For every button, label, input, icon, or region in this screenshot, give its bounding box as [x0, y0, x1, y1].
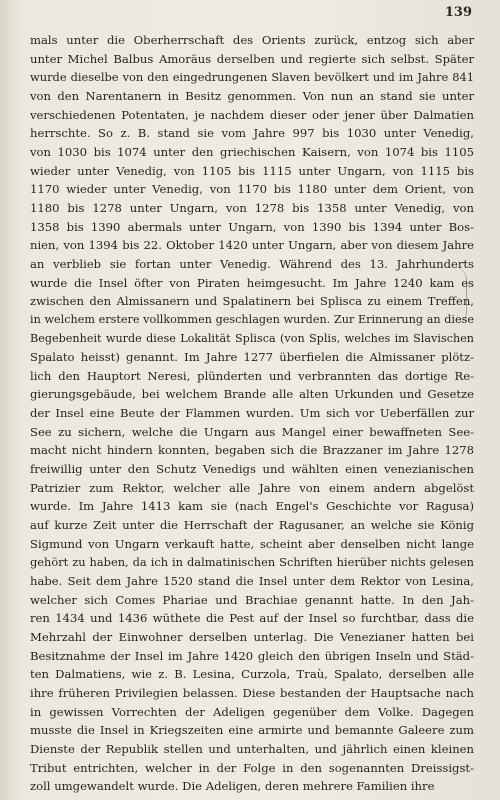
- text-line: Patrizier zum Rektor, welcher alle Jahre von einem andern abgelöst: [30, 480, 474, 495]
- text-line: lich den Hauptort Neresi, plünderten und verbrannten das dortige Re-: [30, 368, 474, 383]
- text-line: ihre früheren Privilegien belassen. Diese bestanden der Hauptsache nach: [30, 685, 474, 700]
- text-line: 1170 wieder unter Venedig, von 1170 bis 1180 unter dem Orient, von: [30, 182, 474, 197]
- text-line: zwischen den Almissanern und Spalatinern bei Splisca zu einem Treffen,: [30, 294, 474, 309]
- text-line: gierungsgebäude, bei welchem Brande alle alten Urkunden und Gesetze: [30, 387, 474, 402]
- text-line: unter Michel Balbus Amoräus derselben und regierte sich selbst. Später: [30, 51, 474, 66]
- text-line: von 1030 bis 1074 unter den griechischen Kaisern, von 1074 bis 1105: [30, 144, 474, 159]
- text-line: verschiedenen Potentaten, je nachdem dieser oder jener über Dalmatien: [30, 107, 474, 122]
- text-line: zoll umgewandelt wurde. Die Adeligen, deren mehrere Familien ihre: [30, 779, 435, 794]
- text-line: wurde. Im Jahre 1413 kam sie (nach Engel's Geschichte vor Ragusa): [30, 499, 474, 514]
- text-line: wurde die Insel öfter von Piraten heimgesucht. Im Jahre 1240 kam es: [30, 275, 474, 290]
- text-line: 1180 bis 1278 unter Ungarn, von 1278 bis 1358 unter Venedig, von: [30, 200, 474, 215]
- text-line: macht nicht hindern konnten, begaben sich die Brazzaner im Jahre 1278: [30, 443, 474, 458]
- text-line: Begebenheit wurde diese Lokalität Splisca (von Splis, welches im Slavischen: [30, 331, 474, 345]
- text-line: auf kurze Zeit unter die Herrschaft der Ragusaner, an welche sie König: [30, 518, 474, 533]
- text-line: welcher sich Comes Phariae und Brachiae genannt hatte. In den Jah-: [30, 592, 474, 607]
- text-line: herrschte. So z. B. stand sie vom Jahre 997 bis 1030 unter Venedig,: [30, 126, 474, 141]
- text-line: freiwillig unter den Schutz Venedigs und wählten einen venezianischen: [30, 462, 474, 477]
- text-line: an verblieb sie fortan unter Venedig. Während des 13. Jahrhunderts: [30, 256, 474, 271]
- text-line: Sigmund von Ungarn verkauft hatte, scheint aber denselben nicht lange: [30, 536, 474, 551]
- text-line: ren 1434 und 1436 wüthete die Pest auf der Insel so furchtbar, dass die: [30, 611, 474, 626]
- text-line: musste die Insel in Kriegszeiten eine armirte und bemannte Galeere zum: [30, 723, 474, 738]
- text-line: in gewissen Vorrechten der Adeligen gegenüber dem Volke. Dagegen: [30, 704, 474, 719]
- text-line: Spalato heisst) genannt. Im Jahre 1277 überfielen die Almissaner plötz-: [30, 350, 474, 365]
- text-line: Besitznahme der Insel im Jahre 1420 gleich den übrigen Inseln und Städ-: [30, 648, 474, 663]
- text-line: See zu sichern, welche die Ungarn aus Mangel einer bewaffneten See-: [30, 424, 474, 439]
- text-line: der Insel eine Beute der Flammen wurden. Um sich vor Ueberfällen zur: [30, 406, 474, 421]
- body-text: [30, 31, 474, 796]
- text-line: mals unter die Oberherrschaft des Orients zurück, entzog sich aber: [30, 33, 474, 47]
- text-line: Mehrzahl der Einwohner derselben unterlag. Die Venezianer hatten bei: [30, 630, 474, 644]
- text-line: wieder unter Venedig, von 1105 bis 1115 unter Ungarn, von 1115 bis: [30, 163, 474, 178]
- text-line: in welchem erstere vollkommen geschlagen wurden. Zur Erinnerung an diese: [30, 312, 474, 326]
- text-line: nien, von 1394 bis 22. Oktober 1420 unter Ungarn, aber von diesem Jahre: [30, 238, 474, 253]
- text-line: 1358 bis 1390 abermals unter Ungarn, von 1390 bis 1394 unter Bos-: [30, 219, 474, 234]
- text-line: ten Dalmatiens, wie z. B. Lesina, Curzola, Traù, Spalato, derselben alle: [30, 667, 474, 682]
- text-line: Dienste der Republik stellen und unterhalten, und jährlich einen kleinen: [30, 741, 474, 756]
- text-line: habe. Seit dem Jahre 1520 stand die Insel unter dem Rektor von Lesina,: [30, 574, 474, 589]
- text-line: Tribut entrichten, welcher in der Folge in den sogenannten Dreissigst-: [30, 760, 474, 775]
- text-line: von den Narentanern in Besitz genommen. Von nun an stand sie unter: [30, 88, 474, 103]
- page-number: 139: [444, 5, 472, 20]
- text-line: gehört zu haben, da ich in dalmatinischen Schriften hierüber nichts gelesen: [30, 555, 474, 570]
- text-line: wurde dieselbe von den eingedrungenen Slaven bevölkert und im Jahre 841: [30, 70, 474, 85]
